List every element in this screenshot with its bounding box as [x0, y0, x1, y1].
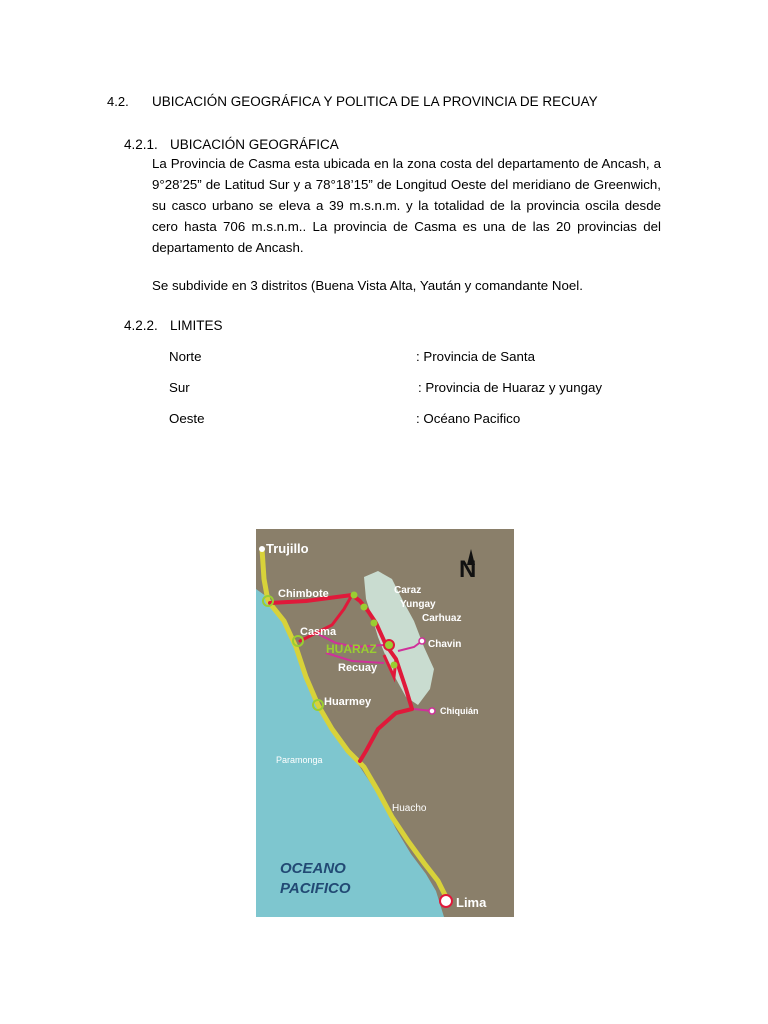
subsection-geo-number: 4.2.1. [124, 137, 158, 152]
label-huarmey: Huarmey [324, 696, 372, 708]
chiquian-marker [429, 708, 435, 714]
label-chiquian: Chiquián [440, 706, 479, 716]
location-map [256, 529, 514, 917]
subsection-limits-heading [124, 318, 223, 333]
limit-value: : Provincia de Santa [416, 349, 536, 364]
label-trujillo: Trujillo [266, 541, 309, 556]
label-recuay: Recuay [338, 662, 378, 674]
geo-paragraph-2: Se subdivide en 3 distritos (Buena Vista Alta, Yaután y comandante Noel. [152, 278, 583, 293]
label-lima: Lima [456, 895, 487, 910]
carhuaz-marker [371, 620, 378, 627]
limit-label: Sur [169, 380, 190, 395]
ocean-label-line2: PACIFICO [280, 880, 351, 897]
limit-value: : Océano Pacifico [416, 411, 521, 426]
limit-row-oeste [169, 411, 669, 431]
label-caraz: Caraz [394, 585, 422, 596]
yungay-marker [361, 604, 368, 611]
label-carhuaz: Carhuaz [422, 613, 462, 624]
label-huaraz: HUARAZ [326, 642, 377, 656]
label-casma: Casma [300, 626, 337, 638]
recuay-marker [391, 662, 398, 669]
huaraz-marker [384, 640, 394, 650]
trujillo-marker [259, 546, 265, 552]
section-number: 4.2. [107, 94, 129, 109]
label-chavin: Chavin [428, 639, 462, 650]
limit-label: Oeste [169, 411, 205, 426]
chavin-marker [419, 638, 425, 644]
north-label: N [459, 556, 477, 583]
limit-value: : Provincia de Huaraz y yungay [418, 380, 603, 395]
ocean-label-line1: OCEANO [280, 860, 346, 877]
lima-marker [440, 895, 452, 907]
subsection-geo-heading [124, 137, 339, 152]
caraz-marker [351, 592, 358, 599]
limit-row-sur [169, 380, 669, 400]
label-paramonga: Paramonga [276, 755, 323, 765]
map-svg [256, 529, 514, 917]
geo-paragraph-1: La Provincia de Casma esta ubicada en la zona costa del departamento de Ancash, a 9°28’25” de Latitud Sur y a 78°18’15” de Longitud Oeste del meridiano de Greenwich, su casco urbano se eleva a 39 m.s.n.m. y la totalidad de la provincia oscila desde cero hasta 706 m.s.n.m.. La provincia de Casma es una de las 20 provincias del departamento de Ancash. [152, 156, 661, 255]
label-chimbote: Chimbote [278, 588, 329, 600]
subsection-limits-number: 4.2.2. [124, 318, 158, 333]
limit-row-norte [169, 349, 669, 369]
section-title: UBICACIÓN GEOGRÁFICA Y POLITICA DE LA PROVINCIA DE RECUAY [152, 94, 598, 109]
subsection-geo-title: UBICACIÓN GEOGRÁFICA [170, 137, 339, 152]
subsection-limits-title: LIMITES [170, 318, 223, 333]
limit-label: Norte [169, 349, 202, 364]
label-huacho: Huacho [392, 803, 427, 814]
label-yungay: Yungay [400, 599, 436, 610]
